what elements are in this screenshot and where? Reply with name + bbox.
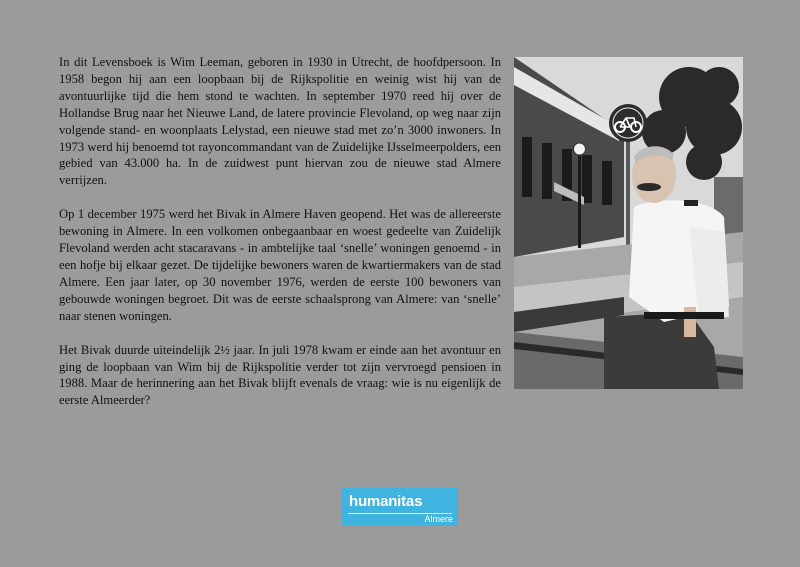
bicycle-sign-icon [609, 104, 647, 142]
paragraph-intro: In dit Levensboek is Wim Leeman, geboren in 1930 in Utrecht, de hoofdpersoon. In 1958 begon hij aan een loopbaan bij de Rijkspolitie en weinig wist hij van de avontuurlijke tijd die hem stond te wachten. In september 1970 reed hij over de Hollandse Brug naar het Nieuwe Land, de latere provincie Flevoland, op weg naar zijn volgende stand- en woonplaats Lelystad, een nieuwe stad met zo’n 3000 inwoners. In 1973 werd hij benoemd tot rayoncommandant van de Zuidelijke IJsselmeerpolders, een gebied van 43.000 ha. In de zuidwest punt hiervan zou de nieuwe stad Almere verrijzen. [59, 55, 501, 188]
logo-brand: humanitas [349, 493, 423, 510]
body-text [59, 54, 501, 426]
paragraph-ending: Het Bivak duurde uiteindelijk 2½ jaar. In juli 1978 kwam er einde aan het avontuur en ging de loopbaan van Wim bij de Rijkspolitie verder tot zijn vervroegd pensioen in 1988. Maar de herinnering aan het Bivak blijft evenals de vraag: wie is nu eigenlijk de eerste Almeerder? [59, 342, 501, 408]
policeman-photo [514, 57, 743, 389]
paragraph-bivak: Op 1 december 1975 werd het Bivak in Almere Haven geopend. Het was de allereerste bewoning in Almere. In een volkomen onbegaanbaar en woest gedeelte van Zuidelijk Flevoland werden acht stacaravans - in ambtelijke taal ‘snelle’ woningen genoemd - in een hofje bij elkaar gezet. De tijdelijke bewoners waren de kwartiermakers van de stad Almere. Een jaar later, op 30 november 1976, werden de eerste 100 bewoners van gebouwde woningen begroet. Dit was de eerste schaalsprong van Almere: van ‘snelle’ naar stenen woningen. [59, 207, 501, 323]
logo-city: Almere [424, 514, 453, 524]
humanitas-logo [342, 488, 458, 526]
